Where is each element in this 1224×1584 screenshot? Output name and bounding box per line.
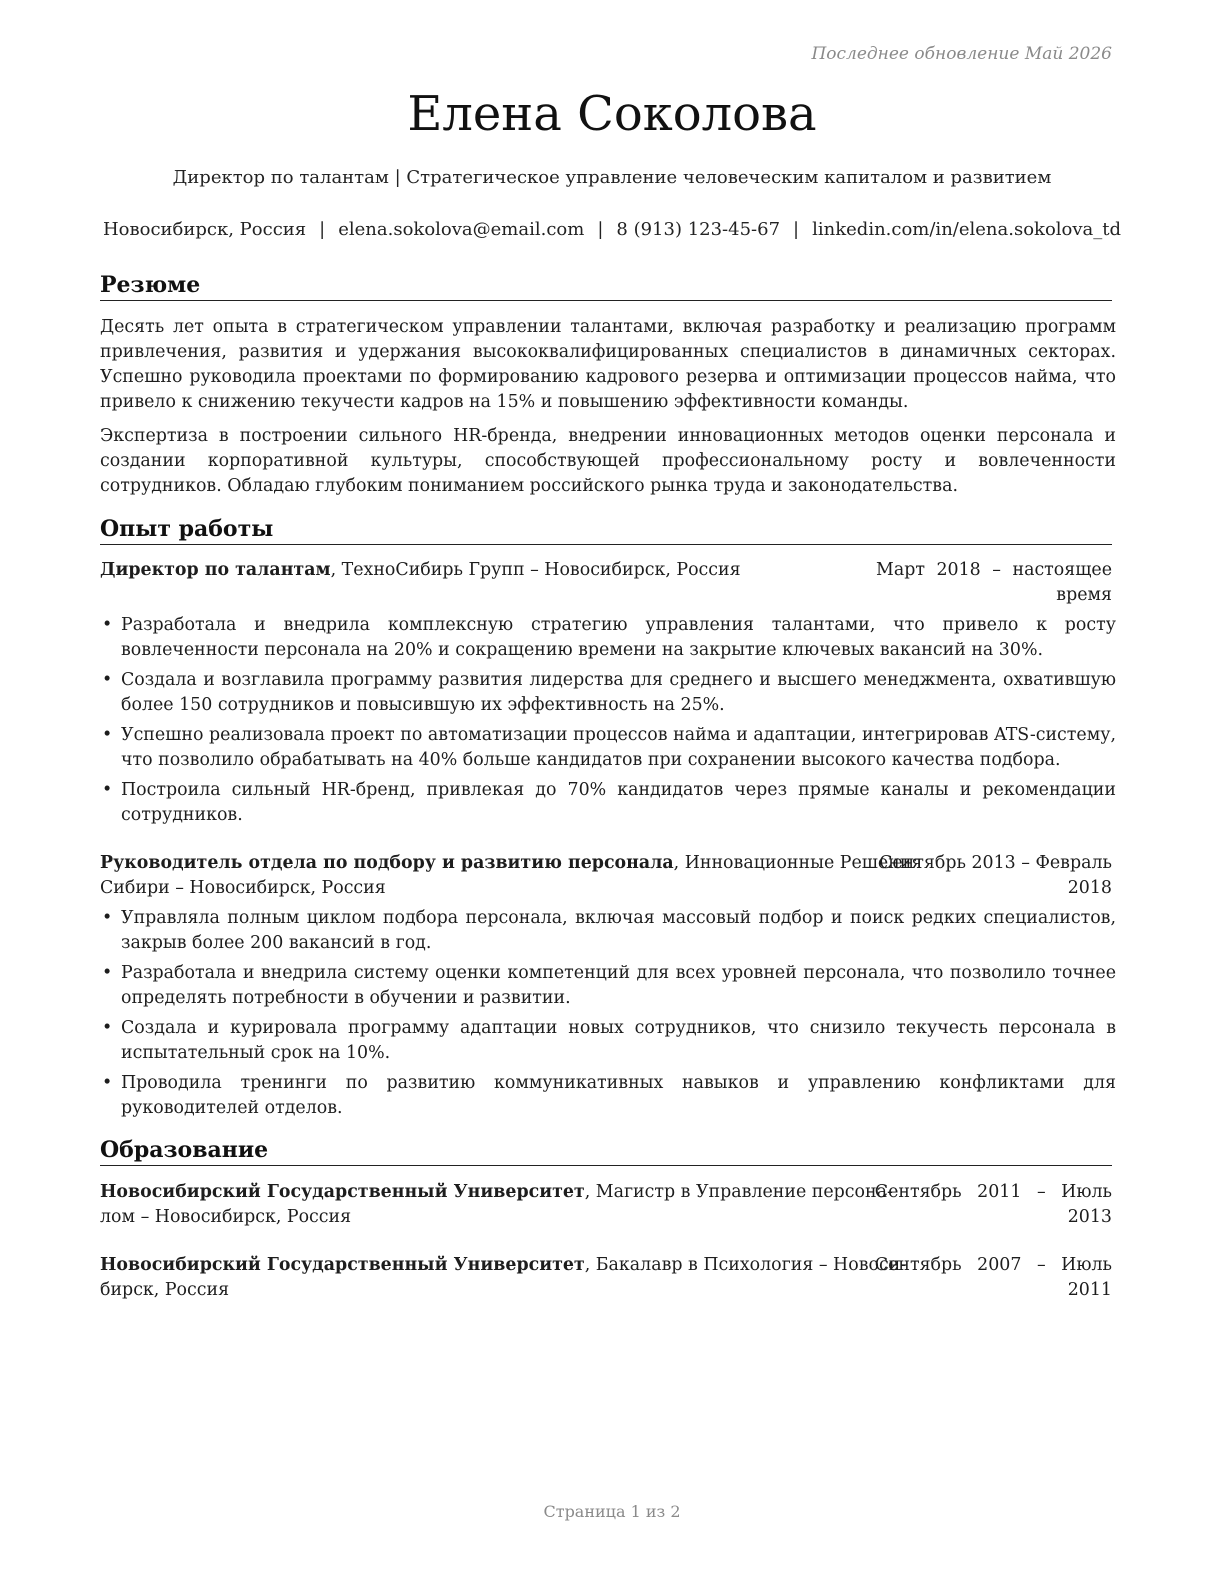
education-degree: , Бакалавр в Психология – Новоси- <box>584 1255 907 1275</box>
last-updated: Последнее обновление Май 2026 <box>811 44 1112 64</box>
job-title-line <box>100 558 741 583</box>
job-bullets <box>100 613 1116 833</box>
education-school: Новосибирский Государственный Университет <box>100 1182 585 1202</box>
job-header <box>100 851 1112 901</box>
contact-location: Новосибирск, Россия <box>102 219 307 240</box>
section-title-summary: Резюме <box>100 271 1112 301</box>
education-school: Новосибирский Государственный Университет <box>100 1255 585 1275</box>
job-bullets <box>100 906 1116 1126</box>
summary-paragraph: Десять лет опыта в стратегическом управлении талантами, включая разработку и реализацию программ привлечения, развития и удержания высококвалифицированных специалистов в динамичных секторах. Успешно руководила проектами по формированию кадрового резерва и оптимизации процессов найма, что привело к снижению текучести кадров на 15% и повышению эффективности команды. <box>100 317 1116 412</box>
job-role: Руководитель отдела по подбору и развитию персонала <box>100 853 674 873</box>
contact-line <box>100 219 1124 240</box>
education-entry <box>100 1180 1112 1230</box>
contact-linkedin[interactable]: linkedin.com/in/elena.sokolova_td <box>812 219 1122 240</box>
education-dates-start: Сентябрь 2011 – Июль <box>874 1182 1112 1202</box>
contact-email[interactable]: elena.sokolova@email.com <box>338 219 585 240</box>
job-dates <box>879 851 1112 901</box>
contact-separator: | <box>597 219 604 240</box>
list-item: • Управляла полным циклом подбора персонала, включая массовый подбор и поиск редких специалистов, закрыв более 200 вакансий в год. <box>102 908 1116 953</box>
summary-paragraph: Экспертиза в построении сильного HR-бренда, внедрении инновационных методов оценки персонала и создании корпоративной культуры, способствующей профессиональному росту и вовлеченности сотрудников. Обладаю глубоким пониманием российского рынка труда и законодательства. <box>100 426 1116 496</box>
section-title-education: Образование <box>100 1136 1112 1166</box>
list-item: • Создала и возглавила программу развития лидерства для среднего и высшего менеджмента, охватившую более 150 сотрудников и повысившую их эффективность на 25%. <box>102 670 1116 715</box>
job-dates <box>876 558 1112 608</box>
contact-phone: 8 (913) 123-45-67 <box>616 219 781 240</box>
job-company-cont: Сибири – Новосибирск, Россия <box>100 878 386 898</box>
education-detail <box>100 1180 893 1230</box>
education-degree: , Магистр в Управление персона- <box>584 1182 893 1202</box>
list-item: • Создала и курировала программу адаптации новых сотрудников, что снизило текучесть персонала в испытательный срок на 10%. <box>102 1018 1116 1063</box>
candidate-name: Елена Соколова <box>407 86 817 142</box>
list-item: • Построила сильный HR-бренд, привлекая до 70% кандидатов через прямые каналы и рекомендации сотрудников. <box>102 780 1116 825</box>
education-detail <box>100 1253 906 1303</box>
education-location: лом – Новосибирск, Россия <box>100 1207 352 1227</box>
contact-separator: | <box>319 219 326 240</box>
list-item: • Разработала и внедрила систему оценки компетенций для всех уровней персонала, что позволило точнее определять потребности в обучении и развитии. <box>102 963 1116 1008</box>
page-number: Страница 1 из 2 <box>543 1502 681 1521</box>
list-item: • Разработала и внедрила комплексную стратегию управления талантами, что привело к росту вовлеченности персонала на 20% и сокращению времени на закрытие ключевых вакансий на 30%. <box>102 615 1116 660</box>
education-dates <box>875 1253 1112 1303</box>
education-dates-end: 2013 <box>1067 1207 1112 1227</box>
list-item: • Успешно реализовала проект по автоматизации процессов найма и адаптации, интегрировав ATS-систему, что позволило обрабатывать на 40% больше кандидатов при сохранении высокого качества подбора. <box>102 725 1116 770</box>
contact-separator: | <box>793 219 800 240</box>
job-dates-end: 2018 <box>1067 878 1112 898</box>
education-dates-start: Сентябрь 2007 – Июль <box>874 1255 1112 1275</box>
education-dates-end: 2011 <box>1067 1280 1112 1300</box>
list-item: • Проводила тренинги по развитию коммуникативных навыков и управлению конфликтами для руководителей отделов. <box>102 1073 1116 1118</box>
education-dates <box>875 1180 1112 1230</box>
job-title-line <box>100 851 922 901</box>
job-role: Директор по талантам <box>100 560 331 580</box>
education-entry <box>100 1253 1112 1303</box>
job-company: , Инновационные Решения <box>673 853 923 873</box>
job-dates-start: Март 2018 – настоящее <box>876 560 1112 580</box>
education-location: бирск, Россия <box>100 1280 230 1300</box>
section-title-experience: Опыт работы <box>100 515 1112 545</box>
job-header <box>100 558 1112 608</box>
job-dates-start: Сентябрь 2013 – Февраль <box>879 853 1112 873</box>
job-company: , ТехноСибирь Групп – Новосибирск, Россия <box>330 560 741 580</box>
tagline: Директор по талантам | Стратегическое управление человеческим капиталом и развитием <box>172 167 1052 188</box>
job-dates-end: время <box>1056 585 1112 605</box>
